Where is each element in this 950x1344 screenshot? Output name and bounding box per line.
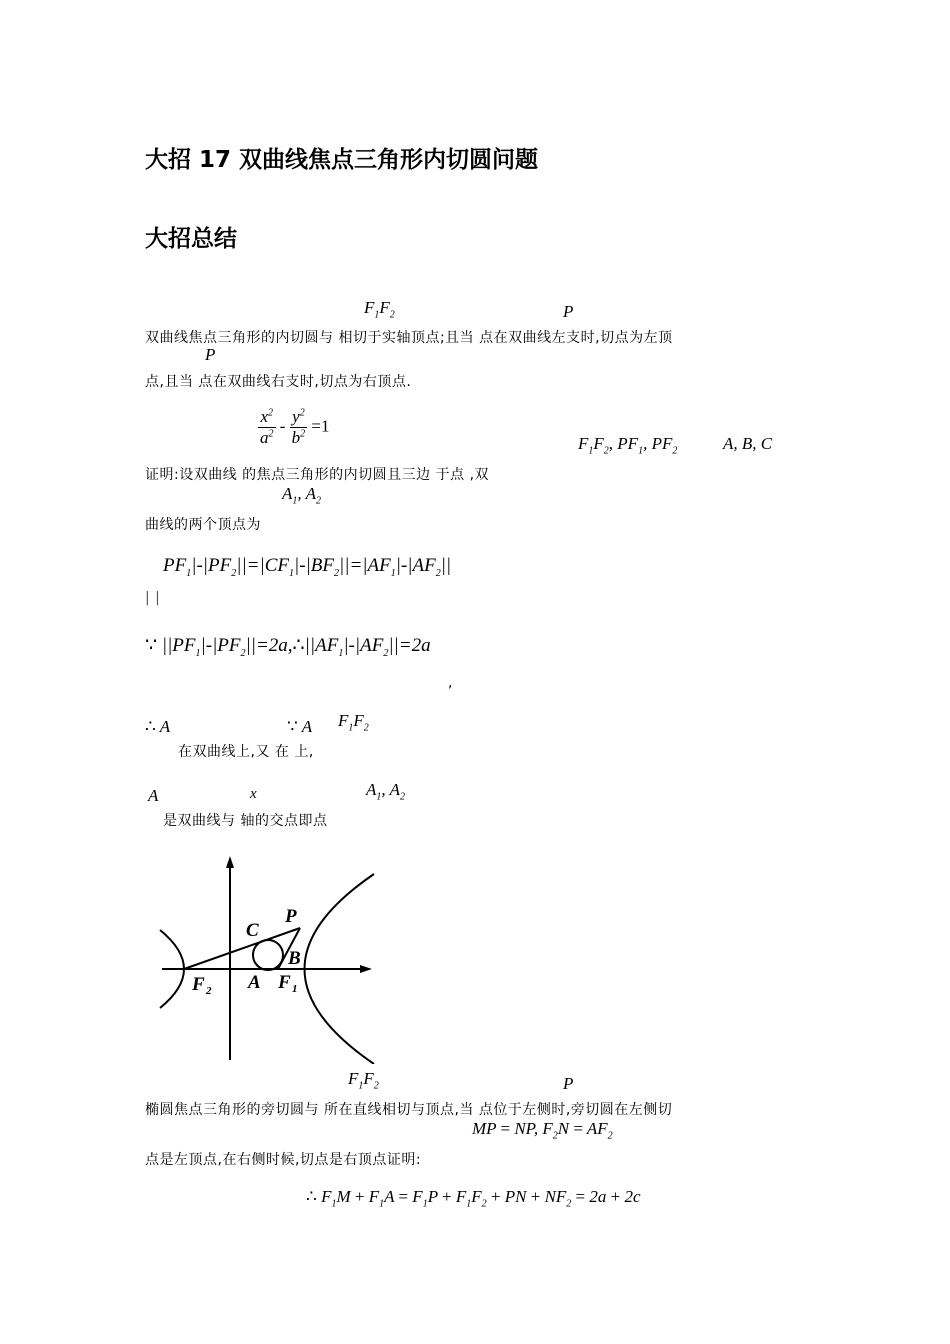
para2-line1: 椭圆焦点三角形的旁切圆与 所在直线相切与顶点,当 点位于左侧时,旁切圆在左侧切 — [145, 1102, 673, 1118]
formula-f1f2: $F_1F_2$ — [364, 298, 395, 321]
formula-a1a2-2: $A_1$, $A_2$ — [366, 780, 405, 803]
proof-line1: 证明:设双曲线 的焦点三角形的内切圆且三边 于点 ,双 — [145, 467, 490, 483]
hyperbola-figure — [150, 852, 390, 1064]
label-f2: F — [192, 974, 205, 995]
incircle — [253, 940, 283, 970]
para1-line2: 点,且当 点在双曲线右支时,切点为右顶点. — [145, 374, 412, 390]
proof-line-b: 是双曲线与 轴的交点即点 — [163, 813, 328, 829]
proof-line-a: 在双曲线上,又 在 上, — [178, 744, 314, 760]
formula-p-3: P — [563, 1074, 574, 1093]
formula-because: ∵ $||PF_1|-|PF_2||=2a,\therefore||AF_1|-|AF_2||=2a$ — [145, 635, 431, 659]
formula-therefore-sum: ∴ $F_1M + F_1A = F_1P + F_1F_2$ + PN + $NF_2 = 2a + 2c$ — [306, 1187, 641, 1210]
formula-f1f2-3: $F_1F_2$ — [348, 1069, 379, 1092]
formula-a: A — [148, 786, 159, 805]
page-title: 大招 17 双曲线焦点三角形内切圆问题 — [145, 147, 539, 173]
formula-three-sides: $F_1F_2$, $PF_1$, $PF_2$ — [578, 434, 678, 457]
label-p: P — [285, 906, 297, 927]
label-f1-sub: 1 — [292, 983, 298, 995]
label-f1: F — [278, 972, 291, 993]
para2-line2: 点是左顶点,在右侧时候,切点是右顶点证明: — [145, 1152, 422, 1168]
comma: , — [448, 675, 453, 691]
label-c: C — [246, 920, 259, 941]
section-heading: 大招总结 — [145, 226, 237, 252]
para1-line1: 双曲线焦点三角形的内切圆与 相切于实轴顶点;且当 点在双曲线左支时,切点为左顶 — [145, 330, 673, 346]
formula-because-a: ∵ A — [287, 717, 313, 736]
formula-abc: A, B, C — [723, 434, 773, 453]
label-a: A — [248, 972, 261, 993]
label-b: B — [288, 948, 301, 969]
proof-line2: 曲线的两个顶点为 — [145, 517, 261, 533]
formula-equality-chain: $PF_1|-|PF_2||=|CF_1|-|BF_2||=|AF_1|-|AF_2||$ — [163, 555, 452, 579]
formula-x: x — [250, 786, 257, 802]
y-axis-arrow — [226, 856, 234, 868]
formula-a1a2: $A_1$, $A_2$ — [282, 484, 321, 507]
formula-p: P — [563, 302, 574, 321]
formula-f1f2-2: $F_1F_2$ — [338, 711, 369, 734]
formula-mp-np: MP = NP, $F_2N = AF_2$ — [472, 1119, 613, 1142]
label-f2-sub: 2 — [206, 985, 212, 997]
formula-p-2: P — [205, 345, 216, 364]
x-axis-arrow — [360, 965, 372, 973]
abs-separator: | | — [145, 590, 161, 606]
formula-therefore-a: ∴ A — [145, 717, 171, 736]
formula-hyperbola: $\frac{x^2}{a^2}$ - $\frac{y^2}{b^2}$ =1 — [260, 407, 330, 447]
